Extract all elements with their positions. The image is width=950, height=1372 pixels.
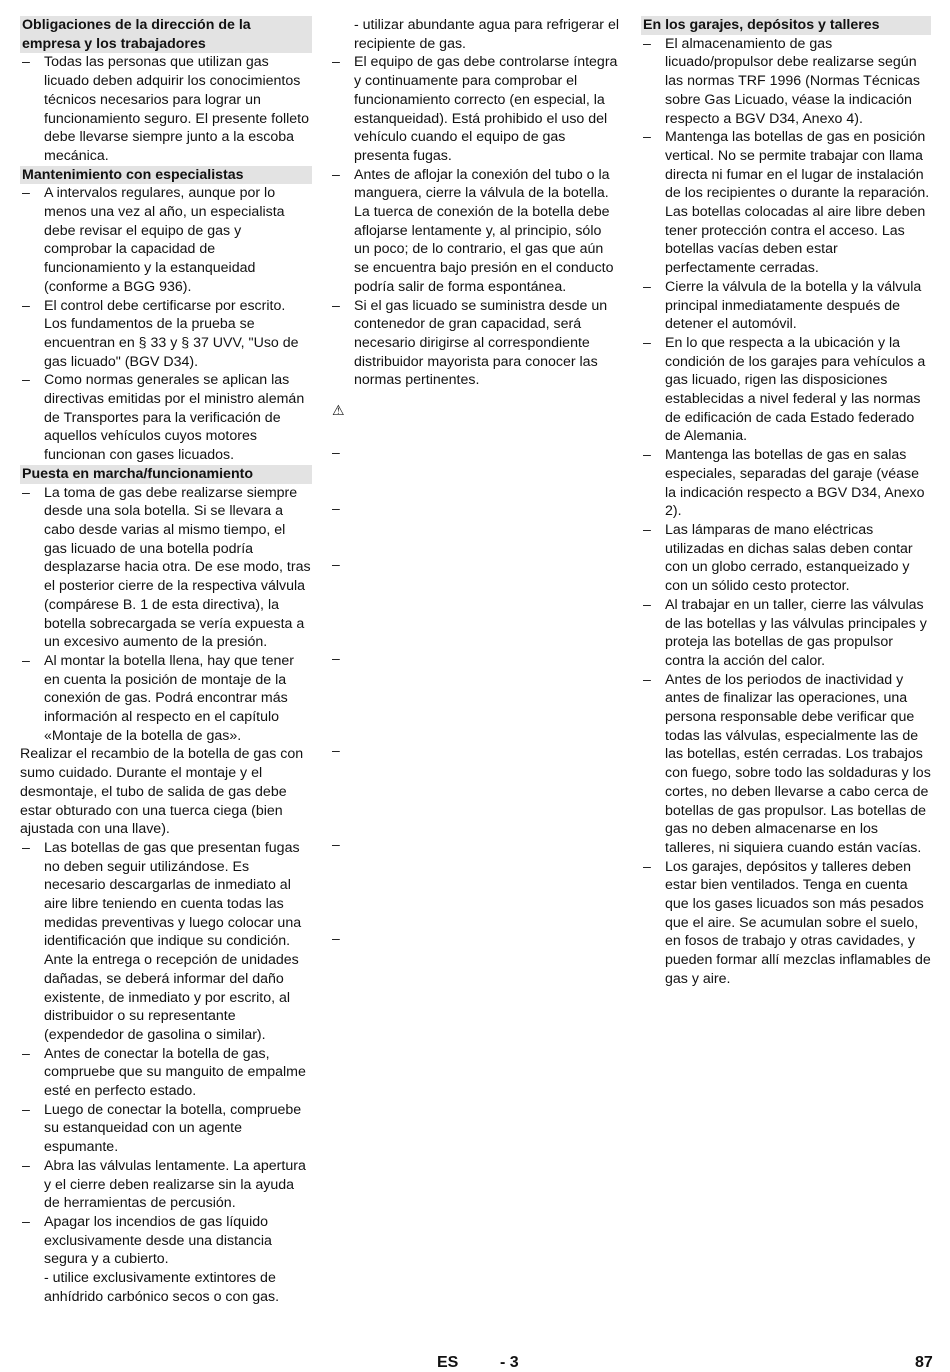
list-item: – Mantenga las botellas de gas en posición vertical. No se permite trabajar con llama directa ni fumar en el lugar de instalación de los recipientes o durante la reparación. Las botellas colocadas al aire libre deben tener protección contra el acceso. Las botellas vacías deben estar perfectamente cerradas.	[643, 129, 930, 277]
list-item: – Apagar los incendios de gas líquido exclusivamente desde una distancia segura y a cubierto.	[22, 1214, 272, 1268]
footer-section: - 3	[500, 1354, 519, 1371]
list-item: – El control debe certificarse por escrito. Los fundamentos de la prueba se encuentran en § 33 y § 37 UVV, "Uso de gas licuado" (BGV D34).	[22, 297, 299, 370]
list-item: – Al montar la botella llena, hay que tener en cuenta la posición de montaje de la conexión de gas. Podrá encontrar más información al respecto en el capítulo «Montaje de la botella de gas».	[22, 652, 295, 744]
dash-marker: –	[332, 650, 340, 666]
list-item: – En lo que respecta a la ubicación y la condición de los garajes para vehículos a gas licuado, rigen las disposiciones establecidas a nivel federal y las normas de edificación de cada Estado federado de Alemania.	[643, 334, 926, 445]
list-item: – A intervalos regulares, aunque por lo menos una vez al año, un especialista debe revisar el equipo de gas y comprobar la capacidad de funcionamiento y la estanqueidad (conforme a BGG 936).	[22, 185, 285, 295]
list-item: – Antes de los periodos de inactividad y antes de finalizar las operaciones, una persona responsable debe verificar que todas las válvulas, especialmente las de las botellas, estén cerradas. Los trabajos con fuego, sobre todo las soldaduras y los cortes, no deben llevarse a cabo cerca de botellas de gas propulsor. Las botellas de gas no deben almacenarse en los talleres, ni siquiera cuando están vacías.	[643, 671, 931, 856]
list-item: – Si el gas licuado se suministra desde un contenedor de gran capacidad, será necesario dirigirse al correspondiente distribuidor mayorista para conocer las normas pertinentes.	[332, 297, 608, 389]
section-heading-operation: Puesta en marcha/funcionamiento	[20, 465, 312, 484]
list-item: – Mantenga las botellas de gas en salas especiales, separadas del garaje (véase la indicación respecto a BGV D34, Anexo 2).	[643, 447, 925, 520]
dash-marker: –	[332, 556, 340, 572]
column-left	[20, 16, 312, 1307]
list-item: – Antes de aflojar la conexión del tubo o la manguera, cierre la válvula de la botella. La tuerca de conexión de la botella debe aflojarse lentamente y, al principio, sólo un poco; de lo contrario, el gas que aún se encuentra bajo presión en el conducto podría salir de forma espontánea.	[332, 166, 614, 295]
list-subitem: - utilice exclusivamente extintores de anhídrido carbónico secos o con gas.	[44, 1270, 280, 1305]
list-item: – Los garajes, depósitos y talleres deben estar bien ventilados. Tenga en cuenta que los gases licuados son más pesados que el aire. Se acumulan sobre el suelo, en fosos de trabajo y otras cavidades, y pueden formar allí mezclas inflamables de gas y aire.	[643, 858, 931, 987]
dash-marker: –	[332, 836, 340, 852]
dash-marker: –	[332, 500, 340, 516]
paragraph: Realizar el recambio de la botella de gas con sumo cuidado. Durante el montaje y el desmontaje, el tubo de salida de gas debe estar obturado con una tuerca ciega (bien ajustada con una llave).	[20, 746, 304, 838]
dash-marker: –	[332, 444, 340, 460]
dash-marker: –	[332, 742, 340, 758]
footer-language: ES	[437, 1354, 459, 1371]
section-heading-garages: En los garajes, depósitos y talleres	[641, 16, 931, 35]
list-item: – La toma de gas debe realizarse siempre desde una sola botella. Si se llevara a cabo desde varias al mismo tiempo, el gas licuado de una botella podría desplazarse hacia otra. De ese modo, tras el posterior cierre de la respectiva válvula (compárese B. 1 de esta directiva), la botella sobrecargada se vería expuesta a un excesivo aumento de la presión.	[22, 484, 311, 651]
dash-marker: –	[332, 930, 340, 946]
list-item: – Las lámparas de mano eléctricas utilizadas en dichas salas deben contar con un globo cerrado, estanqueizado y con un sólido cesto protector.	[643, 521, 913, 595]
column-right	[641, 16, 931, 989]
list-item: – Antes de conectar la botella de gas, compruebe que su manguito de empalme esté en perfecto estado.	[22, 1045, 306, 1100]
section-heading-maintenance: Mantenimiento con especialistas	[20, 166, 312, 185]
list-item: – Al trabajar en un taller, cierre las válvulas de las botellas y las válvulas principales y proteja las botellas de gas propulsor contra la acción del calor.	[643, 596, 927, 669]
column-middle	[330, 16, 620, 390]
list-item: – Luego de conectar la botella, compruebe su estanqueidad con un agente espumante.	[22, 1101, 302, 1156]
warning-icon: ⚠	[332, 402, 345, 418]
list-item: – Todas las personas que utilizan gas licuado deben adquirir los conocimientos técnicos necesarios para lograr un funcionamiento seguro. El presente folleto debe llevarse siempre junto a la escoba mecánica.	[22, 54, 309, 164]
page-number: 87	[915, 1354, 933, 1371]
list-item: – El equipo de gas debe controlarse íntegra y continuamente para comprobar el funcionamiento correcto (en especial, la estanqueidad). Está prohibido el uso del vehículo cuando el equipo de gas presenta fugas.	[332, 54, 618, 164]
list-item: – Cierre la válvula de la botella y la válvula principal inmediatamente después de detener el automóvil.	[643, 278, 922, 333]
list-item: – El almacenamiento de gas licuado/propulsor debe realizarse según las normas TRF 1996 (Normas Técnicas sobre Gas Licuado, véase la indicación respecto a BGV D34, Anexo 4).	[643, 35, 920, 127]
list-item: – Las botellas de gas que presentan fugas no deben seguir utilizándose. Es necesario descargarlas de inmediato al aire libre teniendo en cuenta todas las medidas preventivas y luego colocar una identificación que indique su condición. Ante la entrega o recepción de unidades dañadas, se deberá informar del daño existente, de inmediato y por escrito, al distribuidor o su representante (expendedor de gasolina o similar).	[22, 839, 302, 1043]
list-item: – Abra las válvulas lentamente. La apertura y el cierre deben realizarse sin la ayuda de herramientas de percusión.	[22, 1157, 306, 1212]
list-item: – Como normas generales se aplican las directivas emitidas por el ministro alemán de Transportes para la verificación de aquellos vehículos cuyos motores funcionan con gases licuados.	[22, 372, 305, 464]
list-subitem: - utilizar abundante agua para refrigerar el recipiente de gas.	[354, 17, 619, 52]
section-heading-obligations: Obligaciones de la dirección de la empresa y los trabajadores	[20, 16, 312, 53]
